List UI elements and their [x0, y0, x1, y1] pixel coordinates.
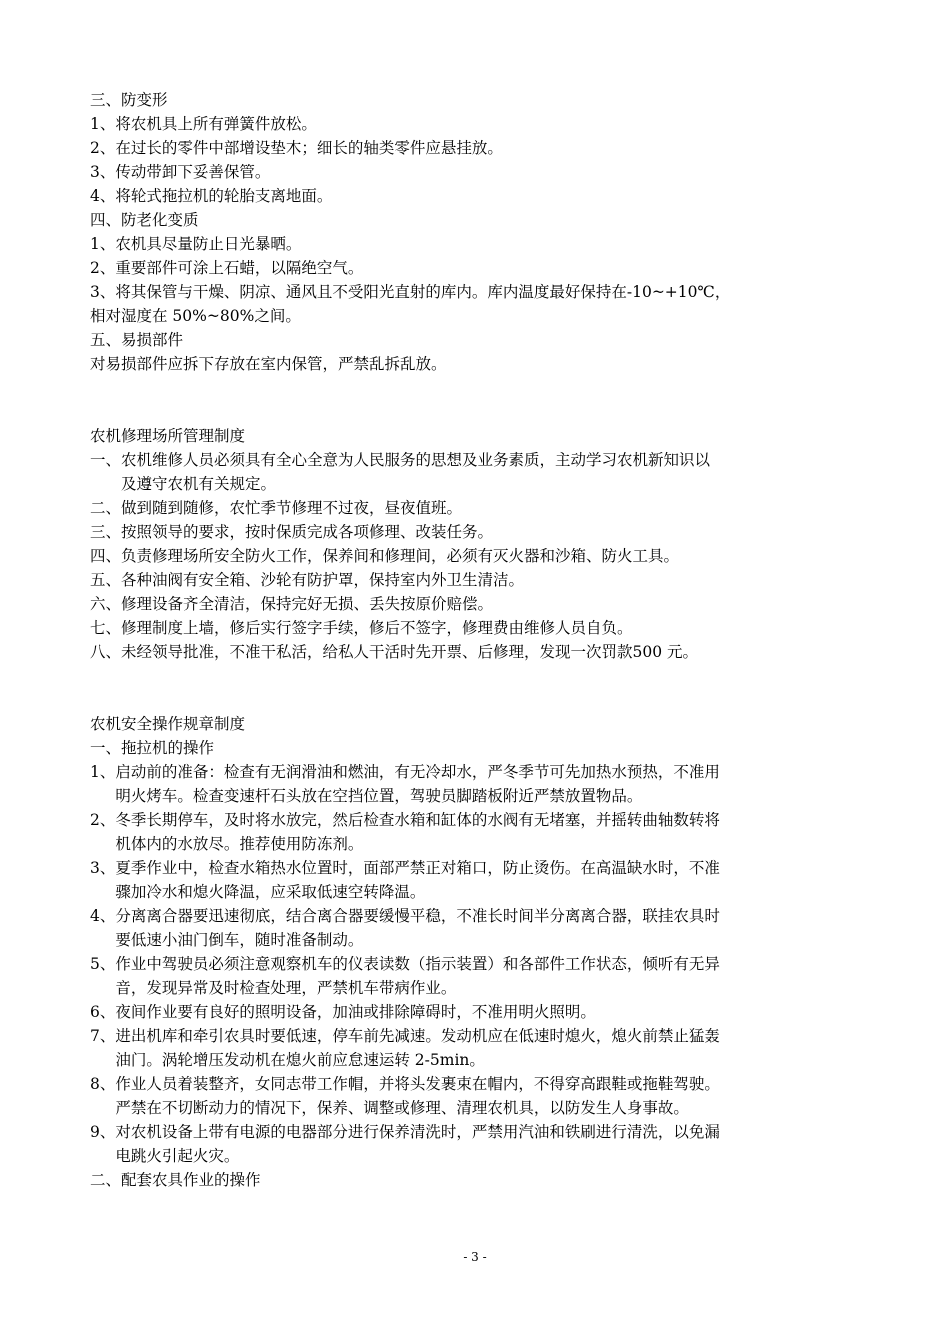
list-item	[90, 1000, 870, 1024]
list-item	[90, 1072, 870, 1120]
item-text-line: 明火烤车。检查变速杆石头放在空挡位置，驾驶员脚踏板附近严禁放置物品。	[115, 787, 643, 805]
text-line: 对易损部件应拆下存放在室内保管，严禁乱拆乱放。	[90, 355, 447, 373]
item-number: 七、	[90, 619, 122, 637]
item-number: 2、	[90, 811, 116, 829]
item-number: 六、	[90, 595, 122, 613]
item-text-line: 作业人员着装整齐，女同志带工作帽，并将头发裹束在帽内，不得穿高跟鞋或拖鞋驾驶。	[115, 1075, 720, 1093]
text-line: 三、防变形	[90, 91, 168, 109]
item-text-line: 骤加冷水和熄火降温，应采取低速空转降温。	[115, 883, 426, 901]
item-number: 三、	[90, 523, 122, 541]
list-item	[90, 1120, 870, 1168]
item-text-line: 油门。涡轮增压发动机在熄火前应怠速运转 2-5min。	[115, 1051, 485, 1069]
item-number: 6、	[90, 1003, 116, 1021]
item-text	[115, 1120, 870, 1168]
section-title: 农机修理场所管理制度	[90, 427, 246, 445]
section-gap	[90, 664, 870, 712]
text-line: 4、将轮式拖拉机的轮胎支离地面。	[90, 187, 333, 205]
text-line: 3、传动带卸下妥善保管。	[90, 163, 271, 181]
text-line: 相对湿度在 50%~80%之间。	[90, 307, 301, 325]
section-safety-rules	[90, 712, 870, 1192]
item-text	[115, 904, 870, 952]
item-text-line: 及遵守农机有关规定。	[121, 475, 277, 493]
page-number: - 3 -	[463, 1250, 487, 1264]
item-number: 4、	[90, 907, 116, 925]
text-line: 3、将其保管与干燥、阴凉、通风且不受阳光直射的库内。库内温度最好保持在-10~+10℃，	[90, 283, 731, 301]
list-item	[90, 808, 870, 856]
item-text-line: 机体内的水放尽。推荐使用防冻剂。	[115, 835, 364, 853]
text-line: 1、农机具尽量防止日光暴晒。	[90, 235, 302, 253]
item-text	[115, 1072, 870, 1120]
item-text	[121, 640, 870, 664]
item-text	[115, 808, 870, 856]
item-text-line: 夏季作业中，检查水箱热水位置时，面部严禁正对箱口，防止烫伤。在高温缺水时，不准	[115, 859, 720, 877]
list-item	[90, 496, 870, 520]
item-number: 3、	[90, 859, 116, 877]
list-item	[90, 544, 870, 568]
item-number: 二、	[90, 499, 122, 517]
item-number: 5、	[90, 955, 116, 973]
item-text	[115, 1024, 870, 1072]
item-text-line: 电跳火引起火灾。	[115, 1147, 240, 1165]
item-text	[121, 544, 870, 568]
item-text-line: 严禁在不切断动力的情况下，保养、调整或修理、清理农机具，以防发生人身事故。	[115, 1099, 689, 1117]
section-repair-shop-rules	[90, 424, 870, 664]
list-item	[90, 760, 870, 808]
list-item	[90, 448, 870, 496]
text-line: 1、将农机具上所有弹簧件放松。	[90, 115, 317, 133]
text-line: 2、在过长的零件中部增设垫木；细长的轴类零件应悬挂放。	[90, 139, 503, 157]
item-text-line: 修理设备齐全清洁，保持完好无损、丢失按原价赔偿。	[121, 595, 494, 613]
list-item	[90, 568, 870, 592]
item-number: 四、	[90, 547, 122, 565]
list-item	[90, 904, 870, 952]
item-text-line: 负责修理场所安全防火工作，保养间和修理间，必须有灭火器和沙箱、防火工具。	[121, 547, 680, 565]
item-text-line: 对农机设备上带有电源的电器部分进行保养清洗时，严禁用汽油和铁刷进行清洗，以免漏	[115, 1123, 720, 1141]
item-text	[121, 616, 870, 640]
item-number: 9、	[90, 1123, 116, 1141]
section-gap	[90, 376, 870, 424]
item-text	[115, 856, 870, 904]
list-item	[90, 520, 870, 544]
list-item	[90, 952, 870, 1000]
item-text-line: 冬季长期停车，及时将水放完，然后检查水箱和缸体的水阀有无堵塞，并摇转曲轴数转将	[115, 811, 720, 829]
list-item	[90, 856, 870, 904]
rule-list	[90, 760, 870, 1168]
item-number: 8、	[90, 1075, 116, 1093]
text-line: 四、防老化变质	[90, 211, 199, 229]
text-line: 五、易损部件	[90, 331, 184, 349]
text-line: 2、重要部件可涂上石蜡，以隔绝空气。	[90, 259, 364, 277]
section-subtitle: 一、拖拉机的操作	[90, 739, 215, 757]
item-number: 一、	[90, 451, 122, 469]
rule-list	[90, 448, 870, 664]
item-text	[115, 760, 870, 808]
list-item	[90, 616, 870, 640]
item-text-line: 各种油阀有安全箱、沙轮有防护罩，保持室内外卫生清洁。	[121, 571, 525, 589]
item-text-line: 修理制度上墙，修后实行签字手续，修后不签字，修理费由维修人员自负。	[121, 619, 633, 637]
section-title: 农机安全操作规章制度	[90, 715, 246, 733]
item-text	[121, 496, 870, 520]
item-text	[121, 520, 870, 544]
item-number: 1、	[90, 763, 116, 781]
item-text	[115, 952, 870, 1000]
item-text-line: 分离离合器要迅速彻底，结合离合器要缓慢平稳，不准长时间半分离离合器，联挂农具时	[115, 907, 720, 925]
item-text-line: 按照领导的要求，按时保质完成各项修理、改装任务。	[121, 523, 494, 541]
item-text	[121, 592, 870, 616]
item-text-line: 未经领导批准，不准干私活，给私人干活时先开票、后修理，发现一次罚款500 元。	[121, 643, 699, 661]
item-number: 八、	[90, 643, 122, 661]
document-page	[90, 88, 870, 1192]
list-item	[90, 1024, 870, 1072]
item-text	[121, 448, 870, 496]
list-item	[90, 592, 870, 616]
item-text-line: 农机维修人员必须具有全心全意为人民服务的思想及业务素质，主动学习农机新知识以	[121, 451, 711, 469]
item-text-line: 作业中驾驶员必须注意观察机车的仪表读数（指示装置）和各部件工作状态，倾听有无异	[115, 955, 720, 973]
item-number: 五、	[90, 571, 122, 589]
item-text-line: 启动前的准备：检查有无润滑油和燃油，有无冷却水，严冬季节可先加热水预热，不准用	[115, 763, 720, 781]
item-text	[121, 568, 870, 592]
item-text	[115, 1000, 870, 1024]
section-storage-rules	[90, 88, 870, 376]
item-text-line: 进出机库和牵引农具时要低速，停车前先减速。发动机应在低速时熄火，熄火前禁止猛轰	[115, 1027, 720, 1045]
item-text-line: 做到随到随修，农忙季节修理不过夜，昼夜值班。	[121, 499, 463, 517]
section-closing-heading: 二、配套农具作业的操作	[90, 1171, 261, 1189]
item-number: 7、	[90, 1027, 116, 1045]
item-text-line: 音，发现异常及时检查处理，严禁机车带病作业。	[115, 979, 457, 997]
list-item	[90, 640, 870, 664]
item-text-line: 夜间作业要有良好的照明设备，加油或排除障碍时，不准用明火照明。	[115, 1003, 596, 1021]
item-text-line: 要低速小油门倒车，随时准备制动。	[115, 931, 364, 949]
